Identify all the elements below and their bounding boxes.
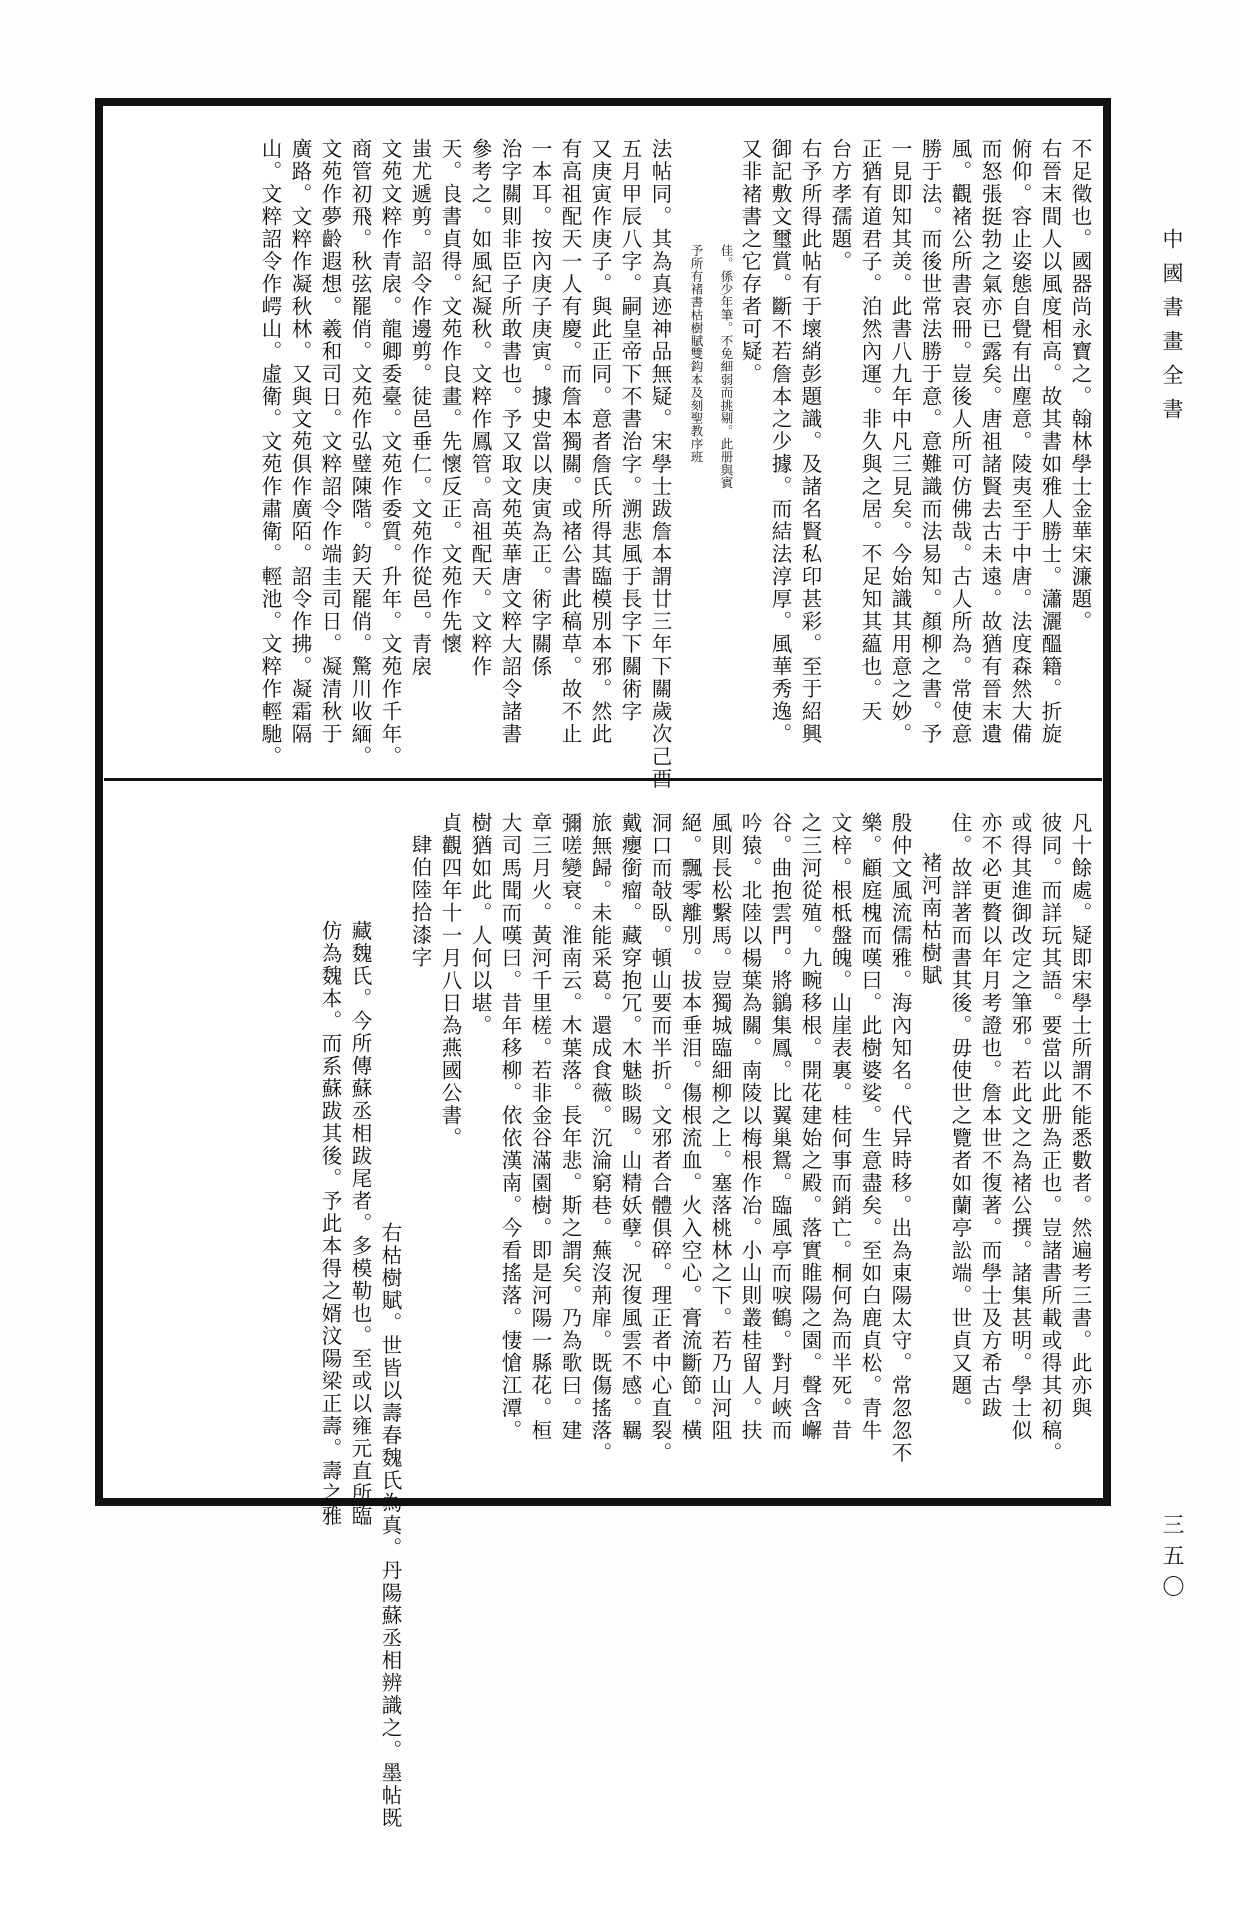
- text-column: 樂。顧庭槐而嘆曰。此樹婆娑。生意盡矣。至如白鹿貞松。青牛: [858, 812, 882, 1442]
- text-column: 貞觀四年十一月八日為燕國公書。: [438, 812, 462, 1150]
- text-column: 旅無歸。未能采葛。還成食薇。沉淪窮巷。蕪沒荊扉。既傷搖落。: [588, 812, 612, 1465]
- text-column: 風。觀褚公所書哀冊。豈後人所可仿佛哉。古人所為。常使意: [948, 138, 972, 746]
- text-column: 右予所得此帖有于壞綃彭題識。及諸名賢私印甚彩。至于紹興: [798, 138, 822, 746]
- text-column: 治字關則非臣子所敢書也。予又取文苑英華唐文粹大詔令諸書: [498, 138, 522, 746]
- text-column: 絕。飄零離別。拔本垂泪。傷根流血。火入空心。膏流斷節。橫: [678, 812, 702, 1442]
- text-column: 右晉末間人以風度相高。故其書如雅人勝士。瀟灑醞籍。折旋: [1038, 138, 1062, 746]
- text-column: 文苑文粹作青扆。龍卿委臺。文苑作委質。升年。文苑作千年。: [378, 138, 402, 768]
- text-column: 文梓。根柢盤魄。山崖表裏。桂何事而銷亡。桐何為而半死。昔: [828, 812, 852, 1442]
- lower-text-section: [112, 790, 1094, 1830]
- text-column: 台方孝孺題。: [828, 138, 852, 273]
- text-column: [224, 116, 254, 794]
- postscript-column: 仿為魏本。而系蘇跋其後。予此本得之婿汶陽梁正壽。壽之雅: [318, 920, 342, 1528]
- text-column: 彌嗟變衰。淮南云。木葉落。長年悲。斯之謂矣。乃為歌曰。建: [558, 812, 582, 1442]
- text-column: 風則長松繫馬。豈獨城臨細柳之上。塞落桃林之下。若乃山河阻: [708, 812, 732, 1442]
- text-column: 亦不必更贅以年月考證也。詹本世不復著。而學士及方希古跋: [978, 812, 1002, 1420]
- text-column: 文苑作夢齡遐想。羲和司日。文粹詔令作端圭司日。凝清秋于: [318, 138, 342, 746]
- text-column: 參考之。如風紀凝秋。文粹作鳳管。高祖配天。文粹作: [468, 138, 492, 678]
- postscript-column: 藏魏氏。今所傳蘇丞相跋尾者。多模勒也。至或以雍元直所臨: [348, 920, 372, 1528]
- text-column: 之三河從殖。九畹移根。開花建始之殿。落實睢陽之園。聲含嶰: [798, 812, 822, 1442]
- section-title: 褚河南枯樹賦: [918, 852, 942, 987]
- text-column: 俯仰。容止姿態自覺有出塵意。陵夷至于中唐。法度森然大備: [1008, 138, 1032, 746]
- text-column: 法帖同。其為真迹神品無疑。宋學士跋詹本謂廿三年下關歲次己酉: [648, 138, 672, 791]
- text-column: 或得其進御改定之筆邪。若此文之為褚公撰。諸集甚明。學士似: [1008, 812, 1032, 1442]
- interlinear-note-line-2: 佳。係少年筆。不免細弱而挑剔。此册與賓: [719, 244, 734, 490]
- text-column: 大司馬聞而嘆曰。昔年移柳。依依漢南。今看搖落。悽愴江潭。: [498, 812, 522, 1442]
- page-number: 三五〇: [1159, 1513, 1184, 1606]
- text-column: 凡十餘處。疑即宋學士所謂不能悉數者。然遍考三書。此亦與: [1068, 812, 1092, 1420]
- text-column: 而怒張挺勃之氣亦已露矣。唐祖諸賢去古未遠。故猶有晉末遺: [978, 138, 1002, 746]
- text-column: 又庚寅作庚子。與此正同。意者詹氏所得其臨模別本邪。然此: [588, 138, 612, 746]
- text-column: 御記敷文璽賞。斷不若詹本之少據。而結法淳厚。風華秀逸。: [768, 138, 792, 746]
- running-header: 中國書畫全書: [1160, 228, 1184, 432]
- text-column: 一本耳。按內庚子庚寅。據史當以庚寅為正。術字關係: [528, 138, 552, 678]
- section-divider-rule: [104, 778, 1102, 781]
- text-column: 彼同。而詳玩其語。要當以此册為正也。豈諸書所載或得其初稿。: [1038, 812, 1062, 1465]
- text-column: 勝于法。而後世常法勝于意。意難識而法易知。顏柳之書。予: [918, 138, 942, 746]
- upper-text-section: [112, 116, 1094, 791]
- text-column: 住。故詳著而書其後。毋使世之覽者如蘭亭訟端。世貞又題。: [948, 812, 972, 1420]
- text-column: 五月甲辰八字。嗣皇帝下不書治字。溯悲風于長字下關術字: [618, 138, 642, 723]
- text-column: 廣路。文粹作凝秋林。又與文苑俱作廣陌。詔令作拂。凝霜隔: [288, 138, 312, 746]
- text-column: 又非褚書之它存者可疑。: [738, 138, 762, 386]
- postscript-column: [284, 790, 314, 1620]
- text-column: 樹猶如此。人何以堪。: [468, 812, 492, 1037]
- text-column: 戴癭銜瘤。藏穿抱冗。木魅睒睗。山精妖孽。況復風雲不感。羈: [618, 812, 642, 1442]
- text-column: 天。良書貞得。文苑作良畫。先懷反正。文苑作先懷: [438, 138, 462, 656]
- interlinear-note-line-1: 予所有褚書枯樹賦雙鈎本及刻聖教序班: [689, 244, 704, 464]
- text-column: 一見即知其羙。此書八九年中凡三見矣。今始識其用意之妙。: [888, 138, 912, 746]
- text-column: 吟猿。北陸以楊葉為關。南陵以梅根作冶。小山則叢桂留人。扶: [738, 812, 762, 1442]
- text-column: 洞口而敧臥。頓山要而半折。文邪者合體俱碎。理正者中心直裂。: [648, 812, 672, 1465]
- colophon-date-column: 肆伯陸拾漆字: [408, 834, 432, 969]
- text-column: 谷。曲抱雲門。將鶲集鳳。比翼巢鴛。臨風亭而唳鶴。對月峽而: [768, 812, 792, 1442]
- text-column: 蚩尤遞剪。詔令作邊剪。徒邑垂仁。文苑作從邑。青扆: [408, 138, 432, 678]
- text-column: 殷仲文風流儒雅。海內知名。代异時移。出為東陽太守。常忽忽不: [888, 812, 912, 1465]
- character-count-column: 右枯樹賦。世皆以壽春魏氏為真。丹陽蘇丞相辨識之。墨帖既: [378, 1222, 402, 1830]
- text-column: 章三月火。黃河千里槎。若非金谷滿園樹。即是河陽一縣花。桓: [528, 812, 552, 1442]
- text-column: 山。文粹詔令作崿山。虛衛。文苑作肅衛。輕池。文粹作輕馳。: [258, 138, 282, 768]
- text-column: 有高祖配天一人有慶。而詹本獨關。或褚公書此稿草。故不止: [558, 138, 582, 746]
- text-column: 不足徵也。國器尚永寶之。翰林學士金華宋濂題。: [1068, 138, 1092, 633]
- text-column: 正猶有道君子。泊然內運。非久與之居。不足知其藴也。天: [858, 138, 882, 723]
- text-column: 商管初飛。秋弦罷俏。文苑作弘璧陳階。鈞天罷俏。驚川收緬。: [348, 138, 372, 768]
